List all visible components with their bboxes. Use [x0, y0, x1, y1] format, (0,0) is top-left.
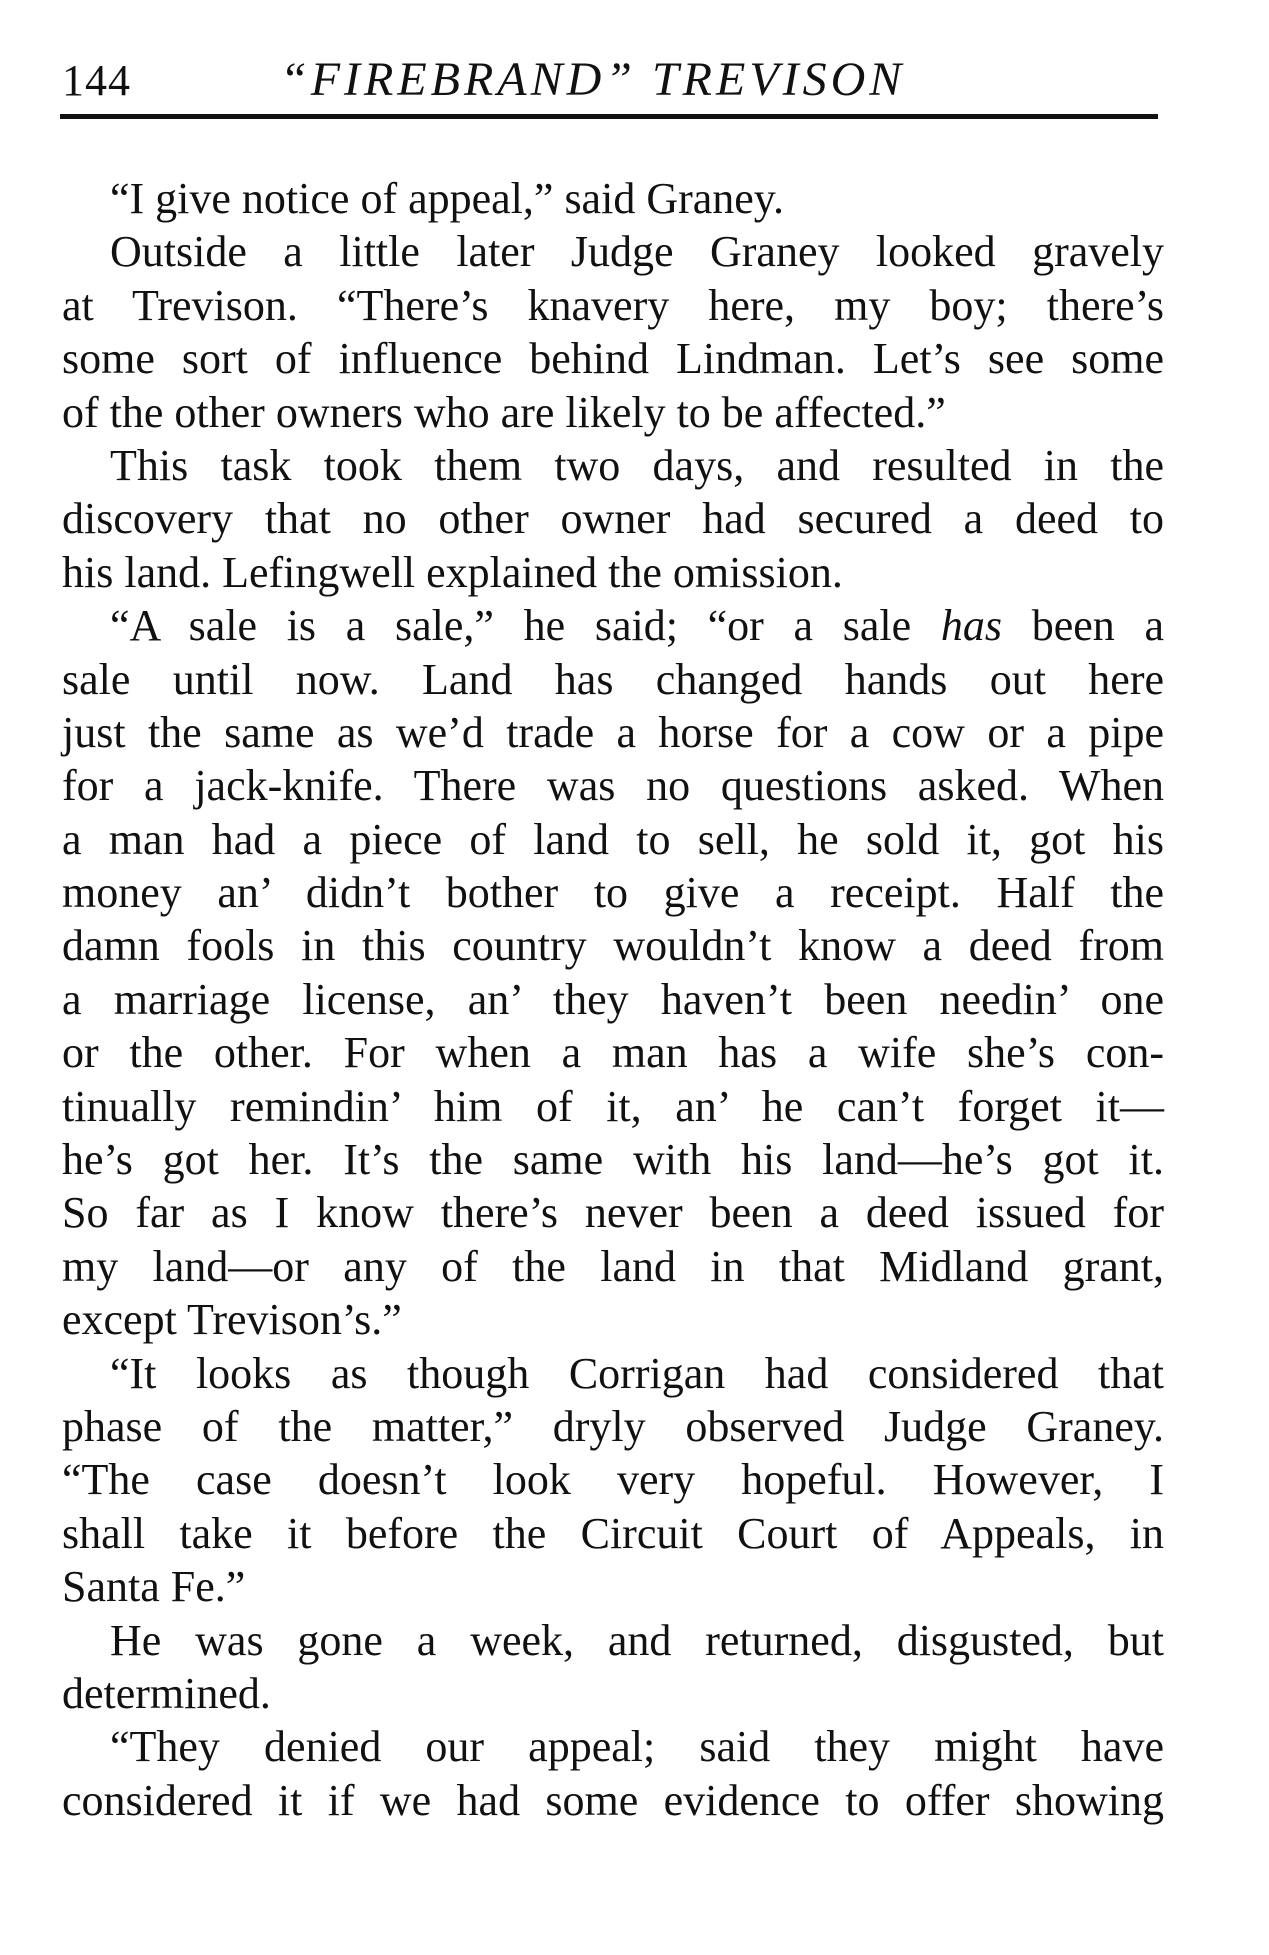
text-line: This task took them two days, and resulted in the — [110, 440, 1164, 490]
text-line: or the other. For when a man has a wife she’s con- — [62, 1028, 1164, 1078]
text-line: he’s got her. It’s the same with his land—he’s got it. — [62, 1135, 1164, 1185]
text-line: of the other owners who are likely to be affected.” — [62, 387, 946, 437]
text-line: for a jack-knife. There was no questions asked. When — [62, 761, 1164, 811]
body-text — [62, 172, 1164, 1827]
running-title: “FIREBRAND” TREVISON — [280, 53, 906, 106]
text-line: “It looks as though Corrigan had considered that — [110, 1348, 1164, 1398]
text-line: some sort of influence behind Lindman. Let’s see some — [62, 334, 1164, 384]
text-line: “The case doesn’t look very hopeful. However, I — [62, 1455, 1164, 1505]
text-line: phase of the matter,” dryly observed Judge Graney. — [62, 1401, 1164, 1451]
text-line: his land. Lefingwell explained the omission. — [62, 547, 843, 597]
text-line: damn fools in this country wouldn’t know a deed from — [62, 921, 1164, 971]
page-header — [62, 48, 1157, 108]
text-line: “I give notice of appeal,” said Graney. — [110, 174, 784, 223]
text-line: money an’ didn’t bother to give a receipt. Half the — [62, 868, 1164, 918]
text-line: tinually remindin’ him of it, an’ he can’t forget it— — [62, 1081, 1164, 1131]
text-line: except Trevison’s.” — [62, 1295, 402, 1345]
text-line: He was gone a week, and returned, disgusted, but — [110, 1615, 1164, 1665]
text-line: discovery that no other owner had secured a deed to — [62, 494, 1164, 544]
page-number: 144 — [62, 56, 131, 105]
text-line: So far as I know there’s never been a deed issued for — [62, 1188, 1164, 1238]
text-line: shall take it before the Circuit Court of Appeals, in — [62, 1508, 1164, 1558]
text-line: my land—or any of the land in that Midland grant, — [62, 1241, 1164, 1291]
text-line: a man had a piece of land to sell, he sold it, got his — [62, 814, 1164, 864]
text-line: “A sale is a sale,” he said; “or a sale has been a — [110, 601, 1164, 651]
text-line: determined. — [62, 1668, 271, 1718]
text-line: sale until now. Land has changed hands out here — [62, 654, 1164, 704]
text-line: at Trevison. “There’s knavery here, my boy; there’s — [62, 280, 1164, 330]
text-line: Outside a little later Judge Graney looked gravely — [110, 227, 1164, 277]
text-line: Santa Fe.” — [62, 1562, 246, 1612]
text-line: a marriage license, an’ they haven’t been needin’ one — [62, 974, 1164, 1024]
text-line: “They denied our appeal; said they might have — [110, 1722, 1164, 1772]
header-rule — [60, 114, 1158, 119]
text-line: just the same as we’d trade a horse for a cow or a pipe — [62, 707, 1164, 757]
text-line: considered it if we had some evidence to offer showing — [62, 1775, 1164, 1825]
